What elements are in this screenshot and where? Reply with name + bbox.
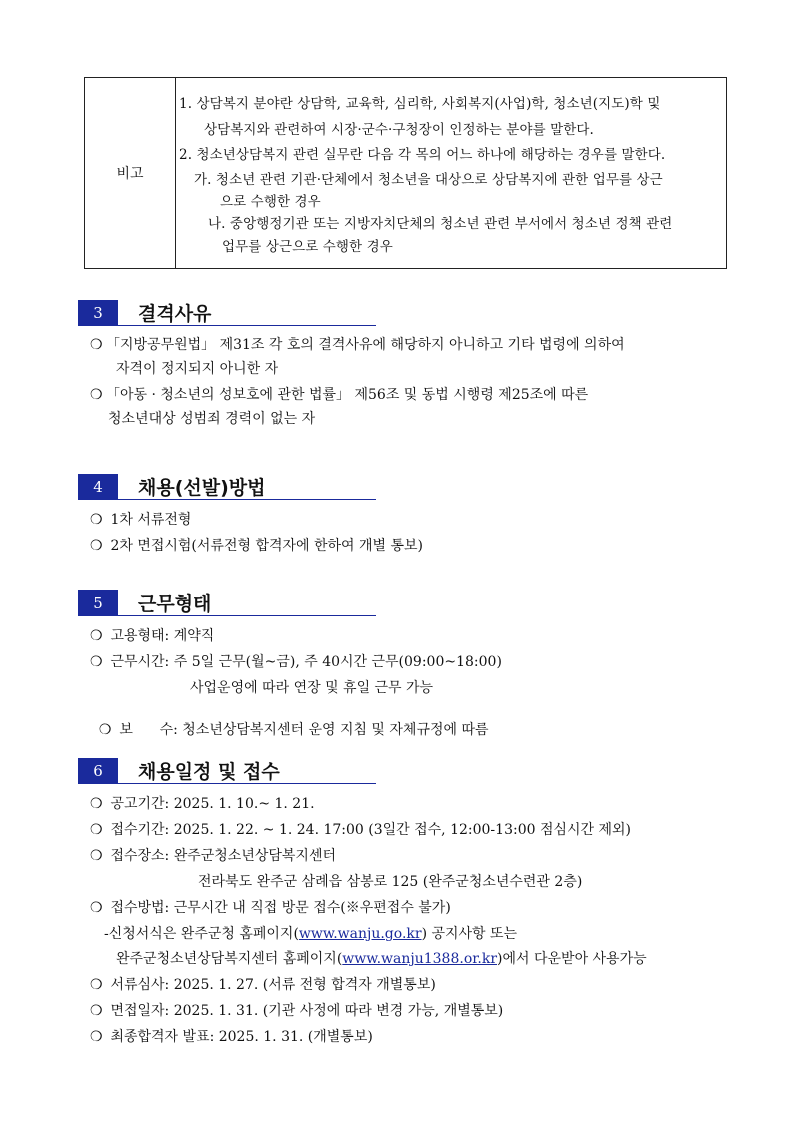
section-3-header [78, 300, 376, 326]
circle-bullet-icon: ❍ [90, 900, 103, 916]
section-3-item-2: ❍ 「아동 · 청소년의 성보호에 관한 법률」 제56조 및 동법 시행령 제25조에 따른 [90, 387, 589, 403]
section-6-form-line-1: -신청서식은 완주군청 홈페이지(www.wanju.go.kr) 공지사항 또는 [104, 926, 518, 942]
circle-bullet-icon: ❍ [98, 722, 112, 738]
remark-line-7: 업무를 상근으로 수행한 경우 [222, 239, 393, 255]
circle-bullet-icon: ❍ [90, 538, 103, 554]
section-4-item-2: ❍ 2차 면접시험(서류전형 합격자에 한하여 개별 통보) [90, 538, 424, 554]
section-6-item-7: ❍ 최종합격자 발표: 2025. 1. 31. (개별통보) [90, 1029, 373, 1045]
section-5-header [78, 590, 376, 616]
section-6-address: 전라북도 완주군 삼례읍 삼봉로 125 (완주군청소년수련관 2층) [198, 874, 583, 890]
remarks-label: 비고 [85, 78, 176, 268]
section-3-item-2-cont: 청소년대상 성범죄 경력이 없는 자 [108, 411, 316, 427]
circle-bullet-icon: ❍ [90, 796, 103, 812]
remarks-body [176, 78, 726, 268]
section-3-item-1: ❍ 「지방공무원법」 제31조 각 호의 결격사유에 해당하지 아니하고 기타 법령에 의하여 [90, 337, 625, 353]
section-6-title: 채용일정 및 접수 [118, 758, 376, 784]
remark-line-4: 가. 청소년 관련 기관·단체에서 청소년을 대상으로 상담복지에 관한 업무를 상근 [194, 172, 663, 188]
section-6-item-4: ❍ 접수방법: 근무시간 내 직접 방문 접수(※우편접수 불가) [90, 900, 451, 916]
section-5-item-1: ❍ 고용형태: 계약직 [90, 628, 215, 644]
section-6-header [78, 758, 376, 784]
section-5-item-3: ❍ 보 수: 청소년상담복지센터 운영 지침 및 자체규정에 따름 [98, 722, 489, 738]
section-6-item-3: ❍ 접수장소: 완주군청소년상담복지센터 [90, 848, 337, 864]
remark-line-1: 1. 상담복지 분야란 상담학, 교육학, 심리학, 사회복지(사업)학, 청소년(지도)학 및 [179, 96, 661, 112]
section-3-title: 결격사유 [118, 300, 376, 326]
circle-bullet-icon: ❍ [90, 1029, 103, 1045]
section-3-number: 3 [78, 300, 118, 326]
section-4-item-1: ❍ 1차 서류전형 [90, 512, 192, 528]
remark-line-5: 으로 수행한 경우 [220, 194, 321, 210]
wanju1388-homepage-link[interactable]: www.wanju1388.or.kr [342, 951, 498, 967]
section-3-item-1-cont: 자격이 정지되지 아니한 자 [116, 361, 279, 377]
remark-line-2: 상담복지와 관련하여 시장·군수·구청장이 인정하는 분야를 말한다. [204, 122, 594, 138]
section-5-item-2: ❍ 근무시간: 주 5일 근무(월~금), 주 40시간 근무(09:00~18:00) [90, 654, 502, 670]
section-6-item-5: ❍ 서류심사: 2025. 1. 27. (서류 전형 합격자 개별통보) [90, 977, 436, 993]
section-4-header [78, 474, 376, 500]
circle-bullet-icon: ❍ [90, 848, 103, 864]
circle-bullet-icon: ❍ [90, 977, 103, 993]
circle-bullet-icon: ❍ [90, 387, 103, 403]
section-6-item-1: ❍ 공고기간: 2025. 1. 10.~ 1. 21. [90, 796, 315, 812]
section-4-title: 채용(선발)방법 [118, 474, 376, 500]
remark-line-3: 2. 청소년상담복지 관련 실무란 다음 각 목의 어느 하나에 해당하는 경우를 말한다. [179, 147, 666, 163]
section-6-item-2: ❍ 접수기간: 2025. 1. 22. ~ 1. 24. 17:00 (3일간 접수, 12:00-13:00 점심시간 제외) [90, 822, 632, 838]
circle-bullet-icon: ❍ [90, 654, 103, 670]
circle-bullet-icon: ❍ [90, 1003, 103, 1019]
section-4-number: 4 [78, 474, 118, 500]
remarks-table [84, 77, 727, 269]
section-6-number: 6 [78, 758, 118, 784]
section-5-title: 근무형태 [118, 590, 376, 616]
circle-bullet-icon: ❍ [90, 337, 103, 353]
section-6-item-6: ❍ 면접일자: 2025. 1. 31. (기관 사정에 따라 변경 가능, 개별통보) [90, 1003, 504, 1019]
wanju-homepage-link[interactable]: www.wanju.go.kr [298, 926, 422, 942]
section-6-form-line-2: 완주군청소년상담복지센터 홈페이지(www.wanju1388.or.kr)에서 다운받아 사용가능 [116, 951, 647, 967]
circle-bullet-icon: ❍ [90, 628, 103, 644]
circle-bullet-icon: ❍ [90, 822, 103, 838]
remark-line-6: 나. 중앙행정기관 또는 지방자치단체의 청소년 관련 부서에서 청소년 정책 관련 [208, 216, 673, 232]
section-5-item-2-cont: 사업운영에 따라 연장 및 휴일 근무 가능 [190, 680, 434, 696]
circle-bullet-icon: ❍ [90, 512, 103, 528]
section-5-number: 5 [78, 590, 118, 616]
